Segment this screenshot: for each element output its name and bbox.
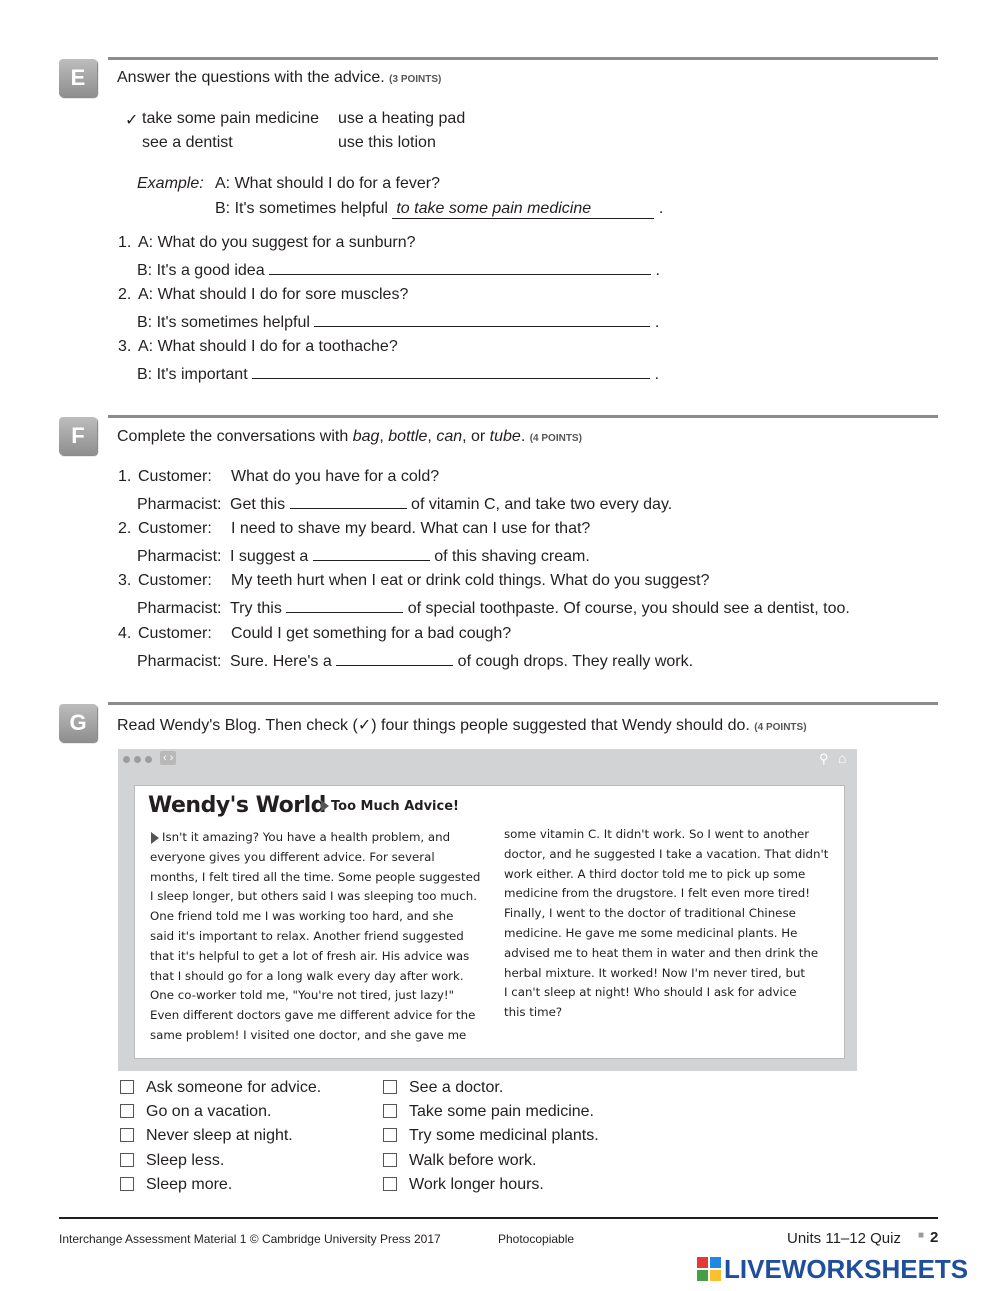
advice-option: take some pain medicine [142,110,319,127]
blog-title: Wendy's World [148,793,326,818]
question-b: B: It's a good idea . [137,262,660,279]
footer-rule [59,1217,938,1219]
page-number: 2 [930,1229,939,1246]
section-g-instruction: Read Wendy's Blog. Then check (✓) four things people suggested that Wendy should do. (4 POINTS) [117,717,807,734]
container-word-input[interactable] [336,651,453,666]
customer-line: 3. Customer: My teeth hurt when I eat or drink cold things. What do you suggest? [118,572,710,589]
home-icon[interactable]: ⌂ [838,750,847,766]
footer-photocopiable: Photocopiable [498,1232,575,1246]
checklist-item-label: Never sleep at night. [146,1127,293,1144]
question-a: 1. A: What do you suggest for a sunburn? [118,234,416,251]
checklist-item-label: Sleep more. [146,1176,233,1193]
checkmark-icon: ✓ [125,112,139,129]
footer-separator-icon: ■ [918,1230,925,1241]
checkbox[interactable] [383,1104,397,1118]
checkbox[interactable] [120,1080,134,1094]
checkbox[interactable] [120,1128,134,1142]
checklist-item-label: Take some pain medicine. [409,1103,594,1120]
checkbox[interactable] [383,1080,397,1094]
checkbox[interactable] [120,1153,134,1167]
example-label: Example: [137,175,204,192]
example-answer-line: B: It's sometimes helpful to take some pain medicine . [215,200,664,217]
container-word-input[interactable] [286,598,403,613]
answer-input[interactable] [314,312,650,327]
search-icon[interactable]: ⚲ [819,751,829,766]
section-f-instruction: Complete the conversations with bag, bottle, can, or tube. (4 POINTS) [117,428,582,445]
customer-line: 2. Customer: I need to shave my beard. What can I use for that? [118,520,591,537]
footer-quiz-label: Units 11–12 Quiz [787,1230,901,1247]
checkbox[interactable] [383,1177,397,1191]
advice-option: use this lotion [338,134,436,151]
checkbox[interactable] [120,1104,134,1118]
checklist-item-label: Go on a vacation. [146,1103,272,1120]
back-forward-icon[interactable]: ‹ › [160,751,176,765]
checklist-item-label: See a doctor. [409,1079,504,1096]
checkbox[interactable] [383,1128,397,1142]
question-a: 2. A: What should I do for sore muscles? [118,286,409,303]
section-e-badge: E [59,59,97,97]
blog-text-left: Isn't it amazing? You have a health problem, and everyone gives you different advice. For several months, I felt tired all the time. Some people suggested I sleep longer, but others said I was sleeping too much. One friend told me I was working too hard, and she said it's important to relax. Another friend suggested that it's helpful to get a lot of fresh air. His advice was that I should go for a long walk every day after work. One co-worker told me, "You're not tired, just lazy!" Even different doctors gave me different advice for the same problem! I visited one doctor, and she gave me [150,830,481,1042]
checkbox[interactable] [383,1153,397,1167]
section-f-badge: F [59,417,97,455]
pharmacist-line: Pharmacist: Try this of special toothpaste. Of course, you should see a dentist, too. [137,600,850,617]
section-e-instruction: Answer the questions with the advice. (3 POINTS) [117,69,442,86]
window-dot-icon [134,756,141,763]
section-f-rule [108,415,938,418]
arrow-icon [321,800,329,812]
checklist-item-label: Sleep less. [146,1152,225,1169]
pharmacist-line: Pharmacist: Get this of vitamin C, and take two every day. [137,496,673,513]
question-b: B: It's sometimes helpful . [137,314,660,331]
checklist-item-label: Work longer hours. [409,1176,544,1193]
customer-line: 4. Customer: Could I get something for a bad cough? [118,625,512,642]
container-word-input[interactable] [313,546,430,561]
checklist-item-label: Try some medicinal plants. [409,1127,599,1144]
example-question: A: What should I do for a fever? [215,175,441,192]
window-dot-icon [123,756,130,763]
question-b: B: It's important . [137,366,660,383]
checkbox[interactable] [120,1177,134,1191]
blog-subtitle: Too Much Advice! [331,799,459,814]
question-a: 3. A: What should I do for a toothache? [118,338,398,355]
checklist-item-label: Ask someone for advice. [146,1079,322,1096]
window-dot-icon [145,756,152,763]
pharmacist-line: Pharmacist: Sure. Here's a of cough drops. They really work. [137,653,694,670]
answer-input[interactable] [269,260,651,275]
section-g-badge: G [59,704,97,742]
blog-text-right: some vitamin C. It didn't work. So I went to another doctor, and he suggested I take a vacation. That didn't work either. A third doctor told me to pick up some medicine from the drugstore. I felt even more tired! Finally, I went to the doctor of traditional Chinese medicine. He gave me some medicinal plants. He advised me to heat them in water and then drink the herbal mixture. It worked! Now I'm never tired, but I can't sleep at night! Who should I ask for advice this time? [504,827,829,1020]
liveworksheets-icon [697,1257,721,1281]
checklist-item-label: Walk before work. [409,1152,537,1169]
section-e-rule [108,57,938,60]
container-word-input[interactable] [290,494,407,509]
answer-input[interactable] [252,364,650,379]
example-answer: to take some pain medicine [392,200,654,219]
footer-copyright: Interchange Assessment Material 1 © Cambridge University Press 2017 [59,1232,441,1246]
section-g-rule [108,702,938,705]
liveworksheets-text: LIVEWORKSHEETS [724,1254,969,1284]
customer-line: 1. Customer: What do you have for a cold? [118,468,440,485]
advice-option: see a dentist [142,134,233,151]
pharmacist-line: Pharmacist: I suggest a of this shaving cream. [137,548,590,565]
advice-option: use a heating pad [338,110,466,127]
